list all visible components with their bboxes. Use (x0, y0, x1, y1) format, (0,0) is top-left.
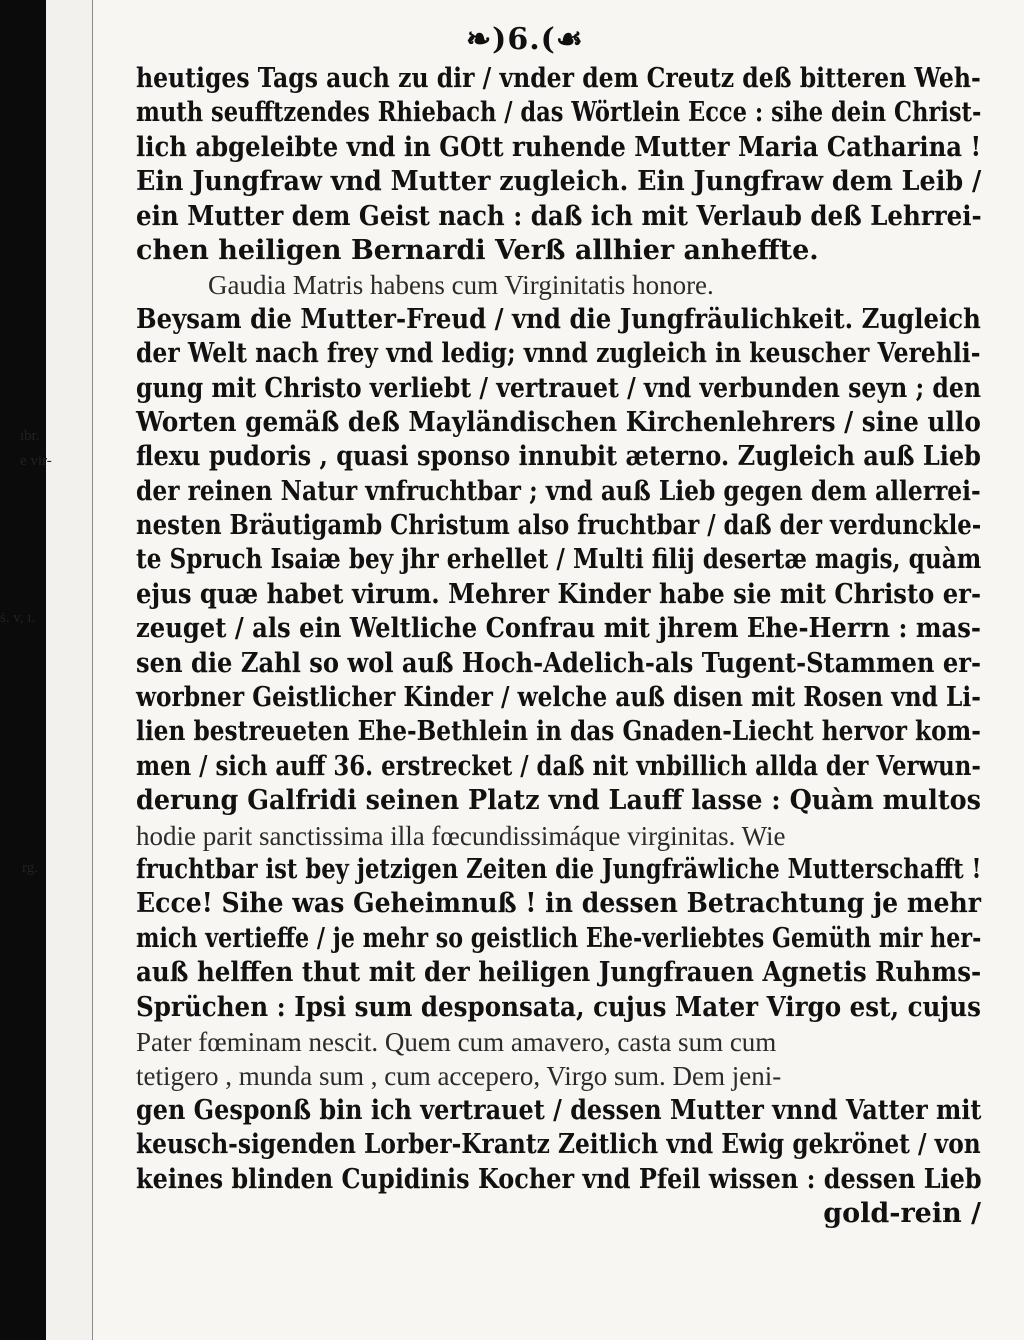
text-line: Ein Jungfraw vnd Mutter zugleich. Ein Jungfraw dem Leib / (136, 166, 982, 198)
text-line: gen Gesponß bin ich vertrauet / dessen Mutter vnnd Vatter mit (136, 1094, 982, 1126)
text-line: muth seufftzendes Rhiebach / das Wörtlein Ecce : sihe dein Christ- (136, 97, 982, 129)
text-line: der reinen Natur vnfruchtbar ; vnd auß Lieb gegen dem allerrei- (136, 475, 981, 507)
text-line: flexu pudoris , quasi sponso innubit æterno. Zugleich auß Lieb (136, 441, 981, 473)
margin-note: ıbr. (20, 428, 40, 444)
text-line: mich vertieffe / je mehr so geistlich Ehe-verliebtes Gemüth mir her- (136, 922, 982, 954)
catchword-line: gold-rein / (823, 1197, 981, 1229)
text-line: Sprüchen : Ipsi sum desponsata, cujus Mater Virgo est, cujus (136, 991, 982, 1023)
text-line: sen die Zahl so wol auß Hoch-Adelich-als Tugent-Stammen er- (136, 647, 982, 679)
text-line: Ecce! Sihe was Geheimnuß ! in dessen Betrachtung je mehr (136, 888, 982, 920)
text-line: gung mit Christo verliebt / vertrauet / vnd verbunden seyn ; den (136, 372, 981, 404)
text-line: tetigero , munda sum , cum accepero, Virgo sum. Dem jeni- (136, 1061, 782, 1092)
text-line: Pater fœminam nescit. Quem cum amavero, casta sum cum (136, 1026, 777, 1057)
text-line: lien bestreueten Ehe-Bethlein in das Gnaden-Liecht hervor kom- (136, 716, 981, 748)
text-line: ejus quæ habet virum. Mehrer Kinder habe sie mit Christo er- (136, 578, 982, 610)
text-line: men / sich auff 36. erstrecket / daß nit vnbillich allda der Verwun- (136, 750, 981, 782)
ornament-right-icon: (☙ (540, 22, 584, 57)
text-line: auß helffen thut mit der heiligen Jungfrauen Agnetis Ruhms- (136, 957, 982, 989)
facing-page-edge (46, 0, 93, 1340)
text-line: Worten gemäß deß Mayländischen Kirchenlehrers / sine ullo (136, 406, 981, 438)
margin-note: ṡ. v, ı. (0, 610, 36, 626)
text-line: worbner Geistlicher Kinder / welche auß disen mit Rosen vnd Li- (136, 682, 981, 714)
text-line: der Welt nach frey vnd ledig; vnnd zugleich in keuscher Verehli- (136, 338, 981, 370)
text-line: hodie parit sanctissima illa fœcundissimáque virginitas. Wie (136, 820, 786, 851)
margin-note: e vir- (20, 453, 52, 469)
text-line: nesten Bräutigamb Christum also fruchtbar / daß der verdunckle- (136, 510, 982, 542)
body-text (136, 62, 981, 1231)
text-line: keusch-sigenden Lorber-Krantz Zeitlich vnd Ewig gekrönet / von (136, 1129, 981, 1161)
text-line: zeuget / als ein Weltliche Confrau mit jhrem Ehe-Herrn : mas- (136, 613, 981, 645)
text-line: te Spruch Isaiæ bey jhr erhellet / Multi filij desertæ magis, quàm (136, 544, 982, 576)
text-line: fruchtbar ist bey jetzigen Zeiten die Jungfräwliche Mutterschafft ! (136, 853, 982, 885)
text-line: ein Mutter dem Geist nach : daß ich mit Verlaub deß Lehrrei- (136, 200, 982, 232)
quote-line: Gaudia Matris habens cum Virginitatis honore. (208, 270, 714, 301)
text-line: chen heiligen Bernardi Verß allhier anheffte. (136, 234, 819, 266)
text-line: lich abgeleibte vnd in GOtt ruhende Mutter Maria Catharina ! (136, 131, 982, 163)
page-number-header (466, 22, 584, 57)
margin-note: rg. (22, 860, 38, 876)
text-line: Beysam die Mutter-Freud / vnd die Jungfräulichkeit. Zugleich (136, 303, 981, 335)
ornament-left-icon: ❧) (466, 22, 508, 57)
page-number: 6. (507, 22, 541, 57)
text-line: heutiges Tags auch zu dir / vnder dem Creutz deß bitteren Weh- (136, 63, 981, 94)
text-line: derung Galfridi seinen Platz vnd Lauff lasse : Quàm multos (136, 785, 981, 817)
text-line: keines blinden Cupidinis Kocher vnd Pfeil wissen : dessen Lieb (136, 1163, 982, 1195)
